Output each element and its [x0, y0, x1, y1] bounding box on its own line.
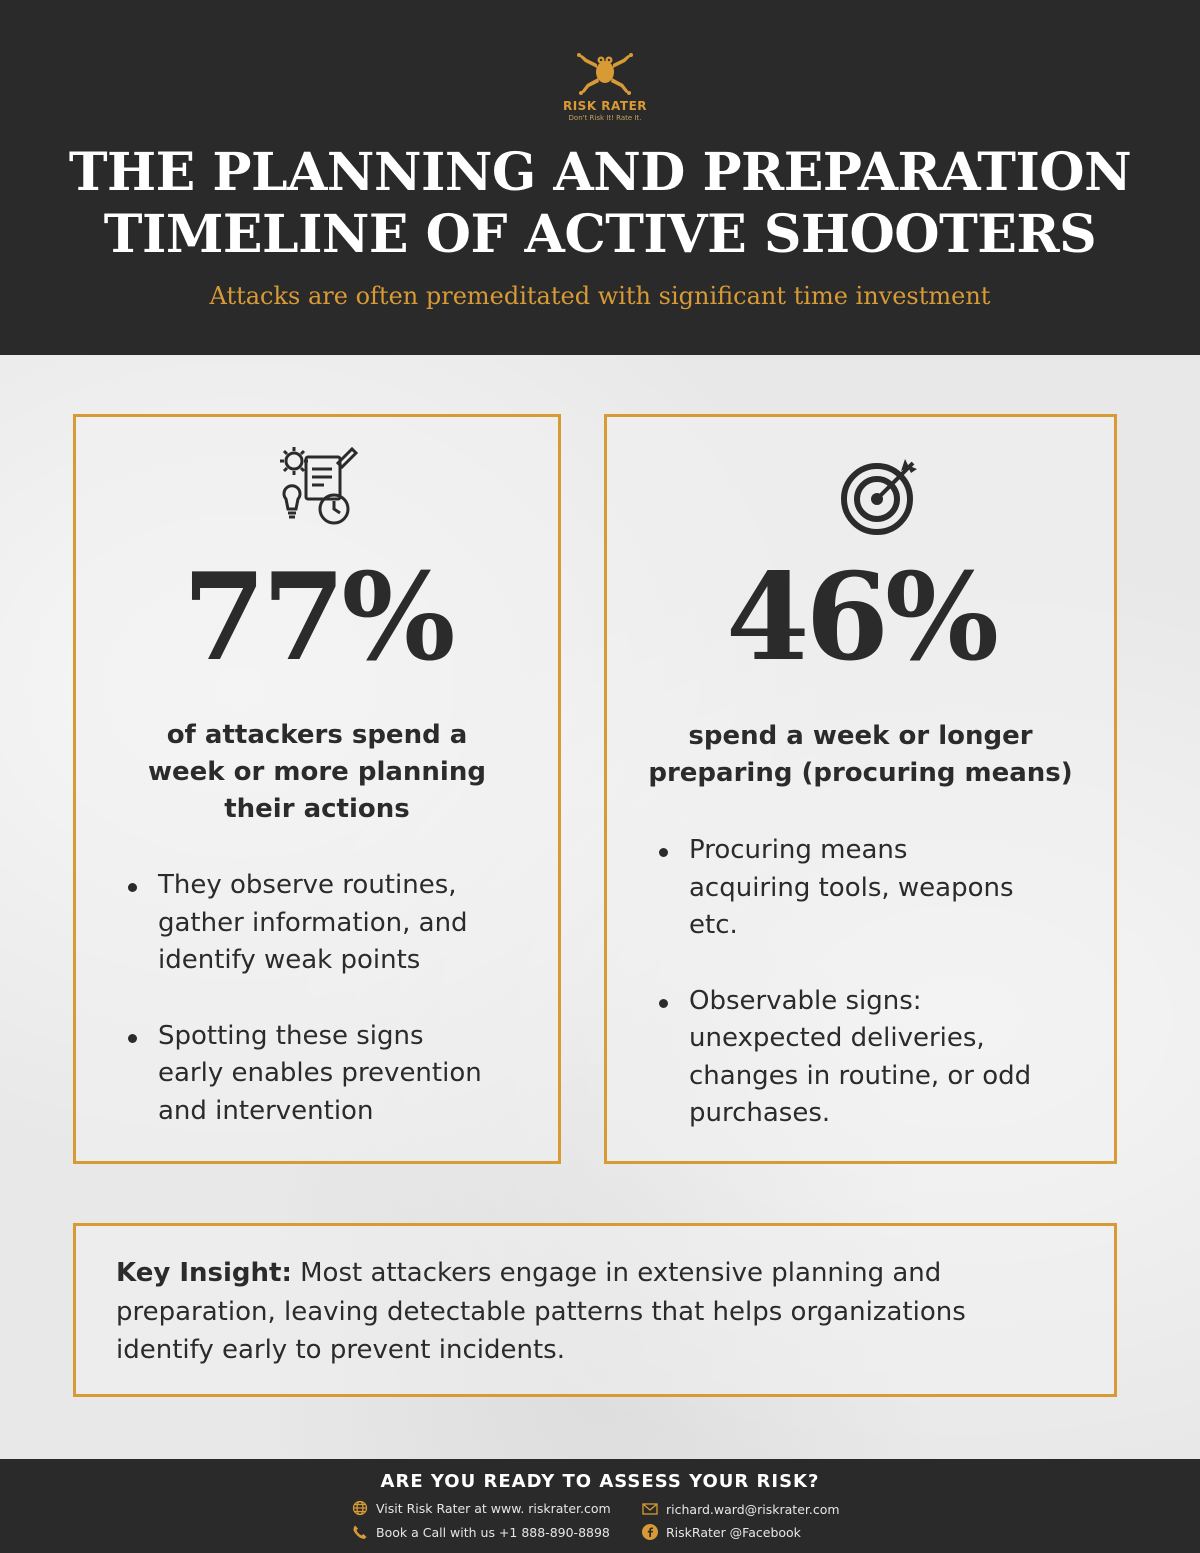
- email-link[interactable]: [642, 1501, 840, 1517]
- brand-logo[interactable]: [540, 48, 670, 128]
- bullet-item: [128, 1018, 548, 1131]
- bullet-item: [659, 983, 1099, 1133]
- planning-icon: [276, 443, 360, 529]
- facebook-icon: [642, 1524, 658, 1540]
- bullet-line: Spotting these signs: [158, 1020, 424, 1051]
- bullet-line: They observe routines,: [158, 870, 457, 900]
- key-insight-label: Key Insight:: [116, 1258, 292, 1288]
- stat-description-line: preparing (procuring means): [648, 758, 1073, 788]
- page-subtitle: Attacks are often premeditated with significant time investment: [209, 282, 991, 310]
- bullet-item: [659, 832, 1099, 945]
- envelope-icon: [642, 1501, 658, 1517]
- stat-description-line: their actions: [224, 794, 410, 824]
- key-insight-line: [116, 1254, 1076, 1293]
- brand-name: RISK RATER: [562, 99, 648, 113]
- stat-card-planning: [73, 414, 561, 1164]
- bullet-line: purchases.: [689, 1098, 831, 1128]
- bullet-line: and intervention: [158, 1095, 374, 1126]
- stat-description: [607, 718, 1114, 792]
- stat-description-line: week or more planning: [148, 757, 486, 787]
- bullet-line: Procuring means: [689, 835, 908, 865]
- key-insight-box: [73, 1223, 1117, 1397]
- bullet-line: acquiring tools, weapons: [689, 872, 1014, 903]
- website-text: Visit Risk Rater at www. riskrater.com: [376, 1500, 611, 1516]
- bullet-line: etc.: [689, 910, 738, 940]
- stat-card-preparing: [604, 414, 1117, 1164]
- target-icon: [839, 455, 927, 539]
- bullet-item: [128, 867, 548, 980]
- phone-link[interactable]: [352, 1524, 610, 1540]
- stat-value: 46%: [725, 547, 995, 688]
- stat-description-line: of attackers spend a: [166, 720, 468, 750]
- phone-icon: [352, 1524, 368, 1540]
- key-insight-line: identify early to prevent incidents.: [116, 1335, 565, 1365]
- bullet-line: identify weak points: [158, 945, 421, 975]
- footer-title: ARE YOU READY TO ASSESS YOUR RISK?: [380, 1471, 820, 1492]
- key-insight-text: [116, 1254, 1076, 1370]
- frog-logo-icon: [573, 48, 637, 98]
- header: [0, 0, 1200, 355]
- phone-text: Book a Call with us +1 888-890-8898: [376, 1524, 610, 1540]
- email-text: richard.ward@riskrater.com: [666, 1501, 840, 1517]
- key-insight-text-part: Most attackers engage in extensive planning and: [291, 1258, 942, 1288]
- page-title: [0, 142, 1200, 266]
- stat-description: [76, 717, 558, 828]
- bullet-line: early enables prevention: [158, 1058, 482, 1088]
- stat-description-line: spend a week or longer: [688, 721, 1033, 751]
- stat-value: 77%: [182, 547, 452, 688]
- globe-icon: [352, 1500, 368, 1516]
- facebook-link[interactable]: [642, 1524, 801, 1540]
- bullet-list: [659, 832, 1099, 1171]
- brand-tagline: Don't Risk It! Rate It.: [568, 114, 642, 122]
- bullet-line: unexpected deliveries,: [689, 1023, 985, 1053]
- bullet-line: Observable signs:: [689, 985, 922, 1016]
- footer: [0, 1459, 1200, 1553]
- key-insight-line: preparation, leaving detectable patterns that helps organizations: [116, 1296, 966, 1327]
- bullet-line: changes in routine, or odd: [689, 1060, 1032, 1091]
- bullet-line: gather information, and: [158, 907, 468, 938]
- page-title-line-2: TIMELINE OF ACTIVE SHOOTERS: [103, 204, 1097, 265]
- bullet-list: [128, 867, 548, 1168]
- page-title-line-1: THE PLANNING AND PREPARATION: [68, 142, 1132, 203]
- website-link[interactable]: [352, 1500, 611, 1516]
- facebook-text: RiskRater @Facebook: [666, 1524, 801, 1540]
